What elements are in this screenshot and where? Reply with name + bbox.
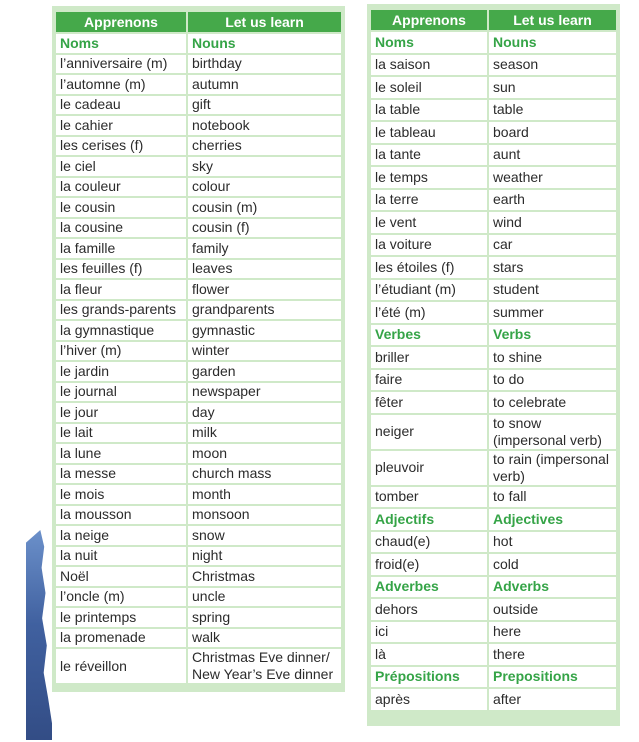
english-term: Prepositions — [487, 667, 616, 688]
table-row — [56, 403, 341, 422]
table-row — [56, 96, 341, 115]
english-term: to rain (impersonal verb) — [487, 451, 616, 485]
english-term: milk — [186, 424, 341, 443]
english-term: after — [487, 689, 616, 710]
french-term: Noms — [56, 34, 186, 53]
french-term: Adjectifs — [371, 509, 487, 530]
table-row — [56, 157, 341, 176]
french-term: Noël — [56, 567, 186, 586]
english-term: to fall — [487, 487, 616, 508]
french-term: les grands-parents — [56, 301, 186, 320]
french-term: le cadeau — [56, 96, 186, 115]
french-term: pleuvoir — [371, 451, 487, 485]
table-row — [371, 370, 616, 391]
french-term: la cousine — [56, 219, 186, 238]
table-row — [56, 629, 341, 648]
table-row — [371, 622, 616, 643]
french-term: la famille — [56, 239, 186, 258]
table-row — [371, 257, 616, 278]
table-row — [56, 506, 341, 525]
english-term: colour — [186, 178, 341, 197]
table-row — [371, 532, 616, 553]
english-term: gift — [186, 96, 341, 115]
french-term: Verbes — [371, 325, 487, 346]
french-term: briller — [371, 347, 487, 368]
english-term: stars — [487, 257, 616, 278]
table-row — [56, 75, 341, 94]
french-term: froid(e) — [371, 554, 487, 575]
table-row — [56, 342, 341, 361]
english-term: cousin (m) — [186, 198, 341, 217]
english-term: summer — [487, 302, 616, 323]
english-term: to shine — [487, 347, 616, 368]
french-term: chaud(e) — [371, 532, 487, 553]
english-term: hot — [487, 532, 616, 553]
table-row — [371, 145, 616, 166]
section-heading-row — [371, 32, 616, 53]
english-term: night — [186, 547, 341, 566]
table-row — [371, 280, 616, 301]
table-row — [56, 362, 341, 381]
english-term: Adverbs — [487, 577, 616, 598]
french-term: le printemps — [56, 608, 186, 627]
english-term: sun — [487, 77, 616, 98]
table-row — [371, 599, 616, 620]
table-row — [56, 608, 341, 627]
english-term: cherries — [186, 137, 341, 156]
french-term: le soleil — [371, 77, 487, 98]
decorative-illustration-edge — [26, 530, 52, 740]
french-term: le cousin — [56, 198, 186, 217]
table-row — [371, 644, 616, 665]
french-term: tomber — [371, 487, 487, 508]
english-term: birthday — [186, 55, 341, 74]
french-term: le journal — [56, 383, 186, 402]
table-row — [371, 415, 616, 449]
english-term: day — [186, 403, 341, 422]
french-term: la gymnastique — [56, 321, 186, 340]
french-term: le jour — [56, 403, 186, 422]
table-row — [371, 554, 616, 575]
table-row — [56, 55, 341, 74]
section-heading-row — [371, 577, 616, 598]
french-term: la terre — [371, 190, 487, 211]
english-term: month — [186, 485, 341, 504]
english-term: to do — [487, 370, 616, 391]
english-term: spring — [186, 608, 341, 627]
table-row — [56, 219, 341, 238]
table-row — [56, 137, 341, 156]
english-term: weather — [487, 167, 616, 188]
table-row — [56, 178, 341, 197]
french-term: après — [371, 689, 487, 710]
english-term: sky — [186, 157, 341, 176]
english-term: there — [487, 644, 616, 665]
french-term: faire — [371, 370, 487, 391]
table-row — [56, 444, 341, 463]
english-term: table — [487, 100, 616, 121]
table-body — [371, 32, 616, 710]
french-term: l’anniversaire (m) — [56, 55, 186, 74]
table-row — [56, 239, 341, 258]
table-row — [371, 167, 616, 188]
english-term: wind — [487, 212, 616, 233]
english-term: grandparents — [186, 301, 341, 320]
header-english: Let us learn — [487, 10, 616, 30]
table-row — [56, 588, 341, 607]
english-term: car — [487, 235, 616, 256]
table-row — [371, 212, 616, 233]
table-row — [371, 347, 616, 368]
french-term: fêter — [371, 392, 487, 413]
english-term: church mass — [186, 465, 341, 484]
french-term: la messe — [56, 465, 186, 484]
table-row — [56, 280, 341, 299]
english-term: Adjectives — [487, 509, 616, 530]
table-row — [56, 547, 341, 566]
header-english: Let us learn — [186, 12, 341, 32]
english-term: to celebrate — [487, 392, 616, 413]
table-row — [56, 301, 341, 320]
english-term: here — [487, 622, 616, 643]
english-term: Verbs — [487, 325, 616, 346]
english-term: student — [487, 280, 616, 301]
section-heading-row — [371, 509, 616, 530]
french-term: Noms — [371, 32, 487, 53]
table-row — [371, 487, 616, 508]
english-term: moon — [186, 444, 341, 463]
english-term: gymnastic — [186, 321, 341, 340]
french-term: la table — [371, 100, 487, 121]
french-term: le jardin — [56, 362, 186, 381]
table-row — [56, 383, 341, 402]
english-term: Christmas Eve dinner/ New Year’s Eve dinner — [186, 649, 341, 683]
table-row — [371, 451, 616, 485]
table-row — [56, 567, 341, 586]
french-term: l’oncle (m) — [56, 588, 186, 607]
french-term: l’hiver (m) — [56, 342, 186, 361]
table-row — [56, 485, 341, 504]
english-term: garden — [186, 362, 341, 381]
table-row — [56, 424, 341, 443]
french-term: le temps — [371, 167, 487, 188]
table-row — [371, 190, 616, 211]
table-row — [371, 100, 616, 121]
french-term: la mousson — [56, 506, 186, 525]
french-term: la lune — [56, 444, 186, 463]
table-header — [371, 10, 616, 30]
vocab-table-right — [367, 4, 620, 726]
table-header — [56, 12, 341, 32]
french-term: la saison — [371, 55, 487, 76]
english-term: notebook — [186, 116, 341, 135]
french-term: l’étudiant (m) — [371, 280, 487, 301]
english-term: earth — [487, 190, 616, 211]
french-term: le réveillon — [56, 649, 186, 683]
english-term: uncle — [186, 588, 341, 607]
english-term: Nouns — [487, 32, 616, 53]
french-term: ici — [371, 622, 487, 643]
french-term: la neige — [56, 526, 186, 545]
table-row — [56, 465, 341, 484]
english-term: leaves — [186, 260, 341, 279]
french-term: l’automne (m) — [56, 75, 186, 94]
table-row — [371, 55, 616, 76]
table-row — [371, 302, 616, 323]
french-term: le ciel — [56, 157, 186, 176]
english-term: autumn — [186, 75, 341, 94]
english-term: flower — [186, 280, 341, 299]
french-term: la promenade — [56, 629, 186, 648]
table-row — [56, 649, 341, 683]
french-term: là — [371, 644, 487, 665]
french-term: Adverbes — [371, 577, 487, 598]
french-term: le mois — [56, 485, 186, 504]
english-term: to snow (impersonal verb) — [487, 415, 616, 449]
header-french: Apprenons — [56, 12, 186, 32]
english-term: Nouns — [186, 34, 341, 53]
english-term: board — [487, 122, 616, 143]
french-term: la voiture — [371, 235, 487, 256]
english-term: newspaper — [186, 383, 341, 402]
english-term: winter — [186, 342, 341, 361]
english-term: Christmas — [186, 567, 341, 586]
english-term: aunt — [487, 145, 616, 166]
french-term: l’été (m) — [371, 302, 487, 323]
french-term: le tableau — [371, 122, 487, 143]
section-heading-row — [371, 667, 616, 688]
french-term: le cahier — [56, 116, 186, 135]
table-row — [56, 116, 341, 135]
french-term: la tante — [371, 145, 487, 166]
table-row — [56, 321, 341, 340]
french-term: le vent — [371, 212, 487, 233]
english-term: walk — [186, 629, 341, 648]
english-term: cold — [487, 554, 616, 575]
french-term: dehors — [371, 599, 487, 620]
french-term: Prépositions — [371, 667, 487, 688]
table-row — [56, 526, 341, 545]
french-term: la fleur — [56, 280, 186, 299]
table-row — [371, 689, 616, 710]
english-term: season — [487, 55, 616, 76]
english-term: snow — [186, 526, 341, 545]
section-heading-row — [56, 34, 341, 53]
english-term: outside — [487, 599, 616, 620]
french-term: la couleur — [56, 178, 186, 197]
vocab-table-left — [52, 6, 345, 692]
french-term: les étoiles (f) — [371, 257, 487, 278]
french-term: les feuilles (f) — [56, 260, 186, 279]
section-heading-row — [371, 325, 616, 346]
english-term: cousin (f) — [186, 219, 341, 238]
french-term: neiger — [371, 415, 487, 449]
english-term: monsoon — [186, 506, 341, 525]
table-row — [371, 122, 616, 143]
french-term: les cerises (f) — [56, 137, 186, 156]
table-body — [56, 34, 341, 683]
header-french: Apprenons — [371, 10, 487, 30]
table-row — [371, 77, 616, 98]
table-row — [371, 235, 616, 256]
table-row — [56, 198, 341, 217]
french-term: la nuit — [56, 547, 186, 566]
english-term: family — [186, 239, 341, 258]
french-term: le lait — [56, 424, 186, 443]
table-row — [56, 260, 341, 279]
table-row — [371, 392, 616, 413]
